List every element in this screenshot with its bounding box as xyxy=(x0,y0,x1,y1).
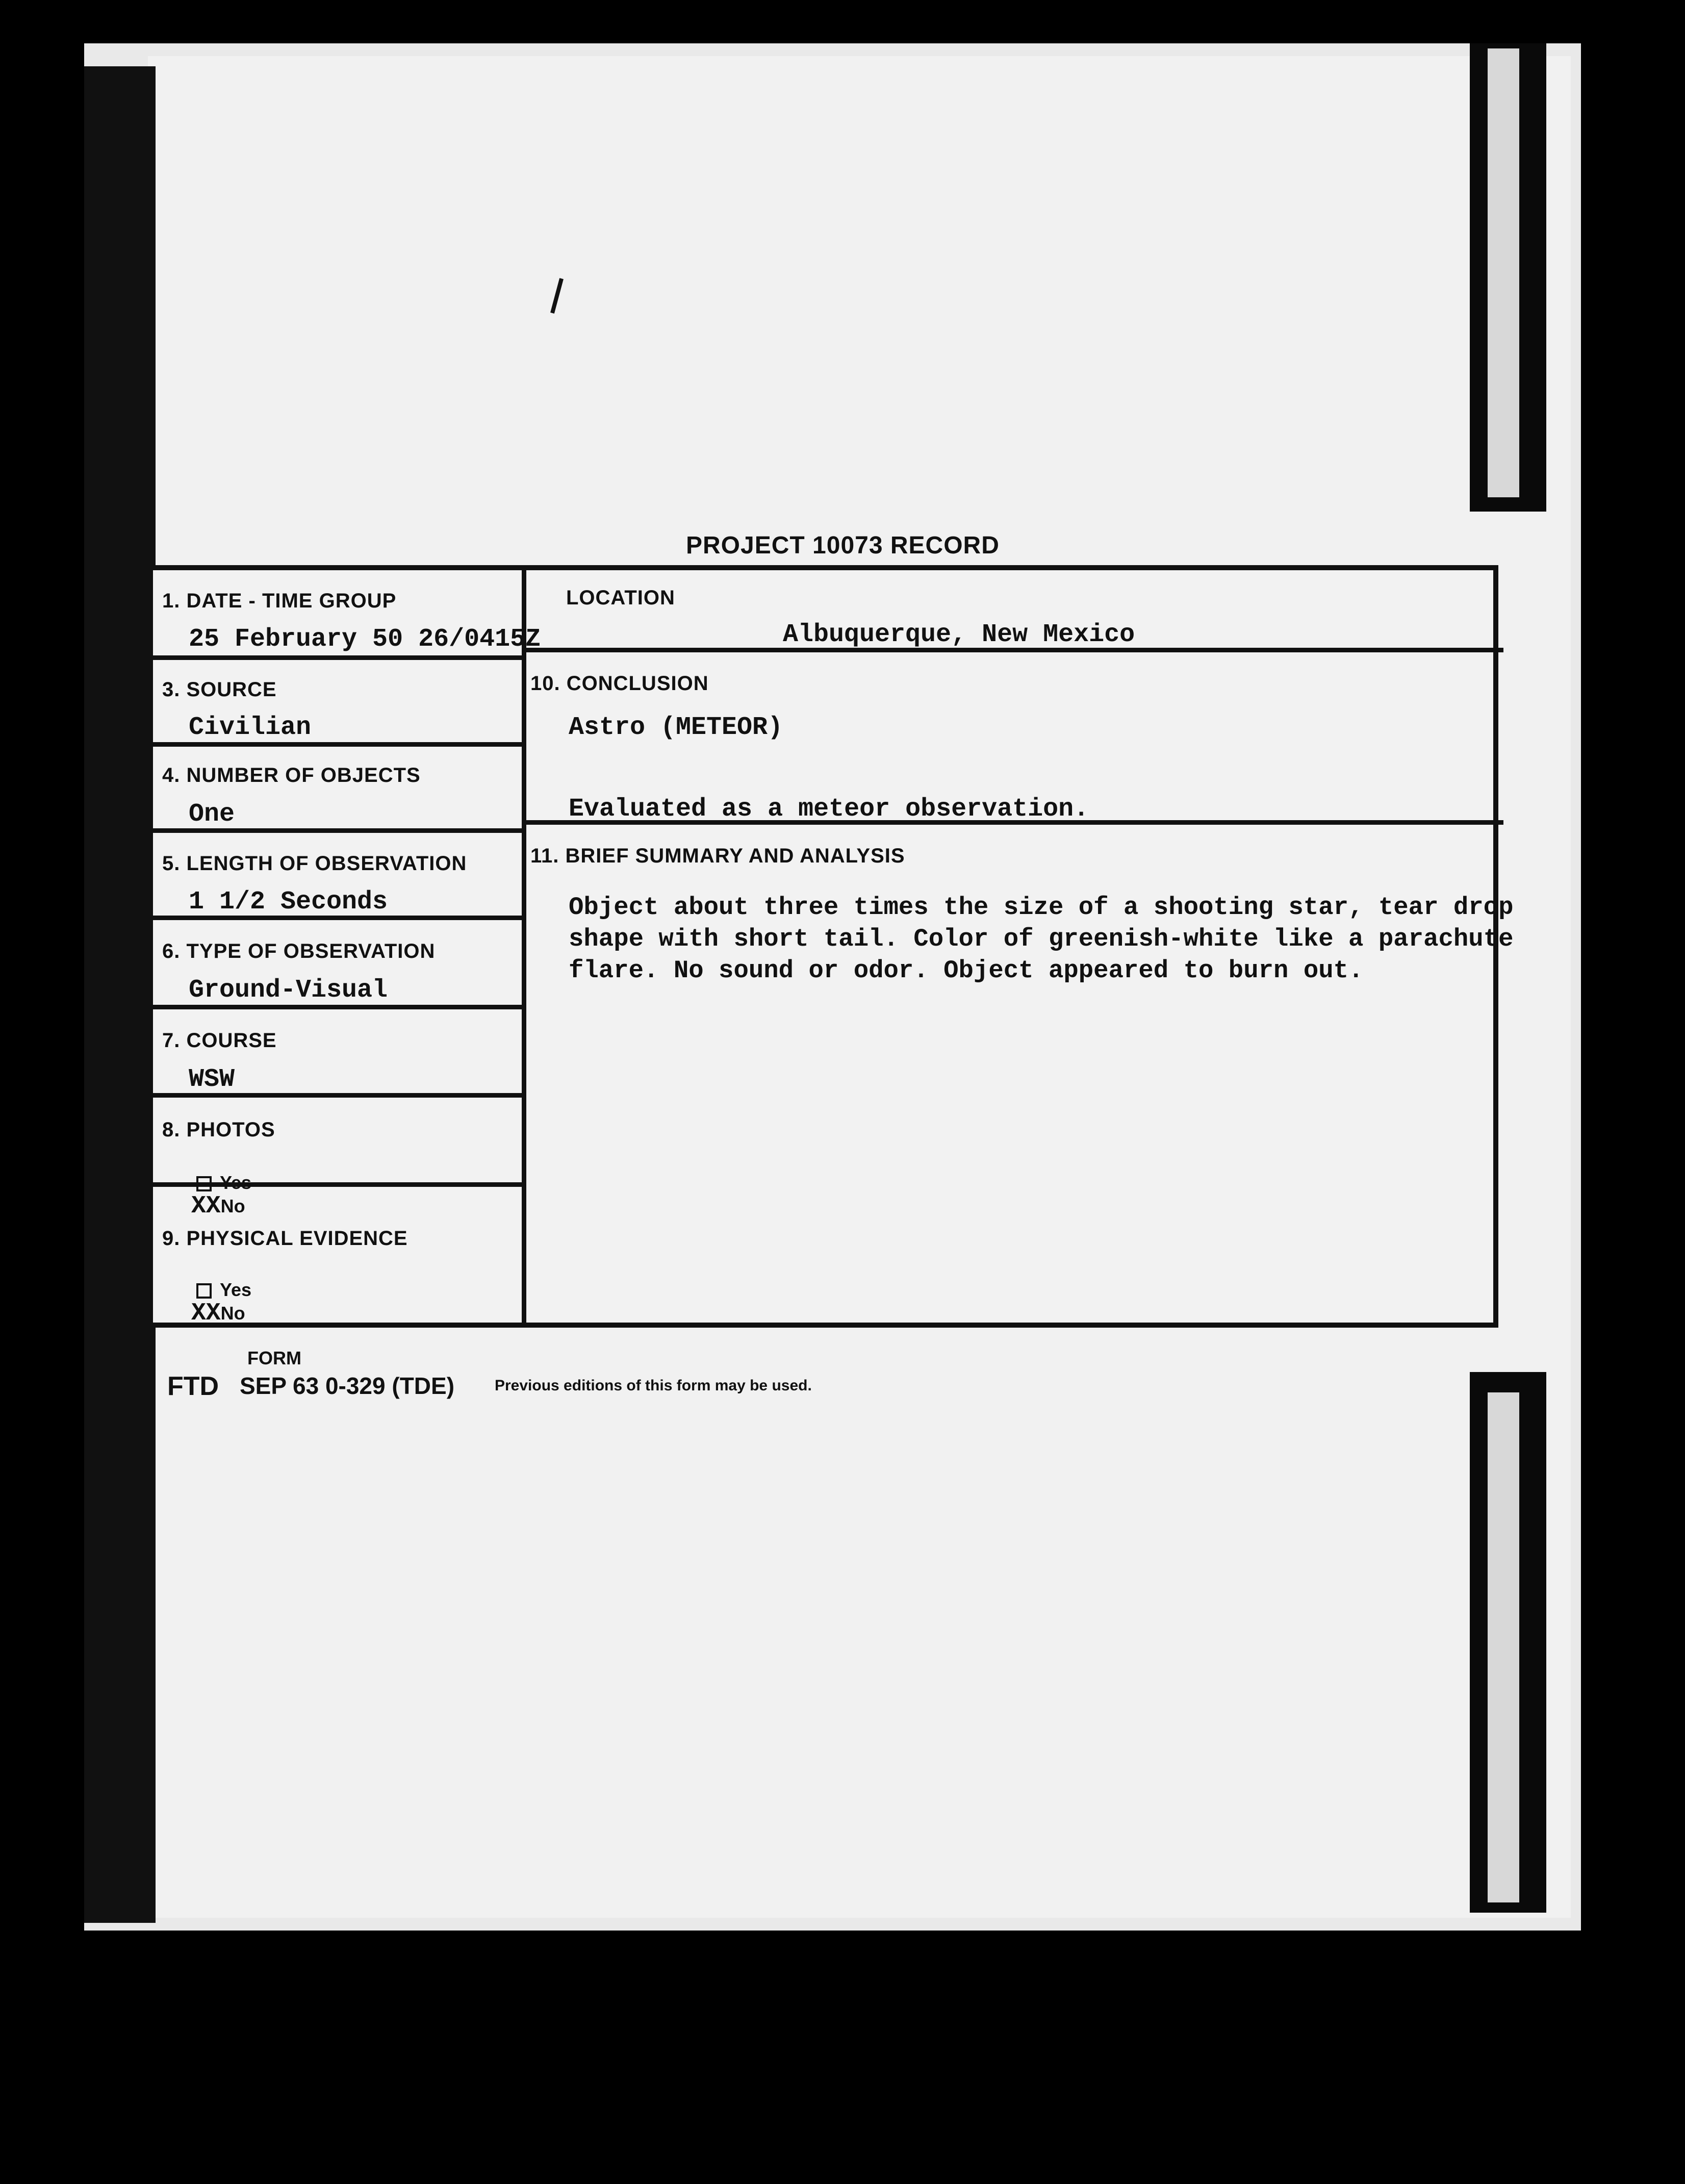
location-label: LOCATION xyxy=(566,587,675,609)
physical-evidence-yes-label: Yes xyxy=(220,1279,252,1300)
physical-evidence-no-label: No xyxy=(220,1303,245,1324)
photos-no-mark: XX xyxy=(191,1192,221,1220)
conclusion-value: Astro (METEOR) xyxy=(569,713,783,742)
row-divider xyxy=(153,828,522,833)
summary-text: Object about three times the size of a shooting star, tear drop shape with short tail. Color of greenish-white like a parachute flare. No sound or odor. Object appeared to burn out. xyxy=(569,893,1514,985)
date-time-value: 25 February 50 26/0415Z xyxy=(189,625,541,654)
location-value: Albuquerque, New Mexico xyxy=(783,620,1135,649)
footer-note: Previous editions of this form may be used. xyxy=(495,1377,812,1394)
paper-left-edge xyxy=(84,66,156,1923)
photos-yes-option xyxy=(196,1172,251,1193)
column-divider xyxy=(522,570,526,1323)
binder-clip-top xyxy=(1470,43,1546,512)
type-of-observation-value: Ground-Visual xyxy=(189,976,388,1005)
footer-form-code: SEP 63 0-329 (TDE) xyxy=(240,1373,455,1399)
row-divider xyxy=(153,655,522,660)
photos-yes-label: Yes xyxy=(220,1172,252,1193)
physical-evidence-label: 9. PHYSICAL EVIDENCE xyxy=(162,1227,408,1250)
photos-label: 8. PHOTOS xyxy=(162,1119,275,1141)
length-of-observation-label: 5. LENGTH OF OBSERVATION xyxy=(162,852,467,875)
physical-evidence-no-option xyxy=(191,1300,245,1327)
date-time-label: 1. DATE - TIME GROUP xyxy=(162,590,397,612)
conclusion-evaluation: Evaluated as a meteor observation. xyxy=(569,795,1089,824)
form-title: PROJECT 10073 RECORD xyxy=(686,532,1000,559)
row-divider xyxy=(153,742,522,747)
physical-evidence-no-mark: XX xyxy=(191,1300,221,1327)
course-value: WSW xyxy=(189,1065,235,1094)
footer-ftd: FTD xyxy=(167,1372,219,1401)
photos-no-option xyxy=(191,1192,245,1220)
checkbox-icon xyxy=(196,1176,212,1191)
row-divider xyxy=(153,1005,522,1009)
binder-clip-bottom xyxy=(1470,1372,1546,1913)
number-of-objects-value: One xyxy=(189,800,235,829)
photos-no-label: No xyxy=(220,1196,245,1216)
checkbox-icon xyxy=(196,1283,212,1299)
number-of-objects-label: 4. NUMBER OF OBJECTS xyxy=(162,764,421,786)
course-label: 7. COURSE xyxy=(162,1029,277,1052)
conclusion-label: 10. CONCLUSION xyxy=(530,672,709,695)
type-of-observation-label: 6. TYPE OF OBSERVATION xyxy=(162,940,436,962)
record-form xyxy=(148,565,1514,1328)
footer-form-word: FORM xyxy=(247,1348,301,1368)
physical-evidence-yes-option xyxy=(196,1279,251,1301)
length-of-observation-value: 1 1/2 Seconds xyxy=(189,887,388,917)
source-label: 3. SOURCE xyxy=(162,678,277,701)
source-value: Civilian xyxy=(189,713,312,742)
summary-label: 11. BRIEF SUMMARY AND ANALYSIS xyxy=(530,845,905,867)
